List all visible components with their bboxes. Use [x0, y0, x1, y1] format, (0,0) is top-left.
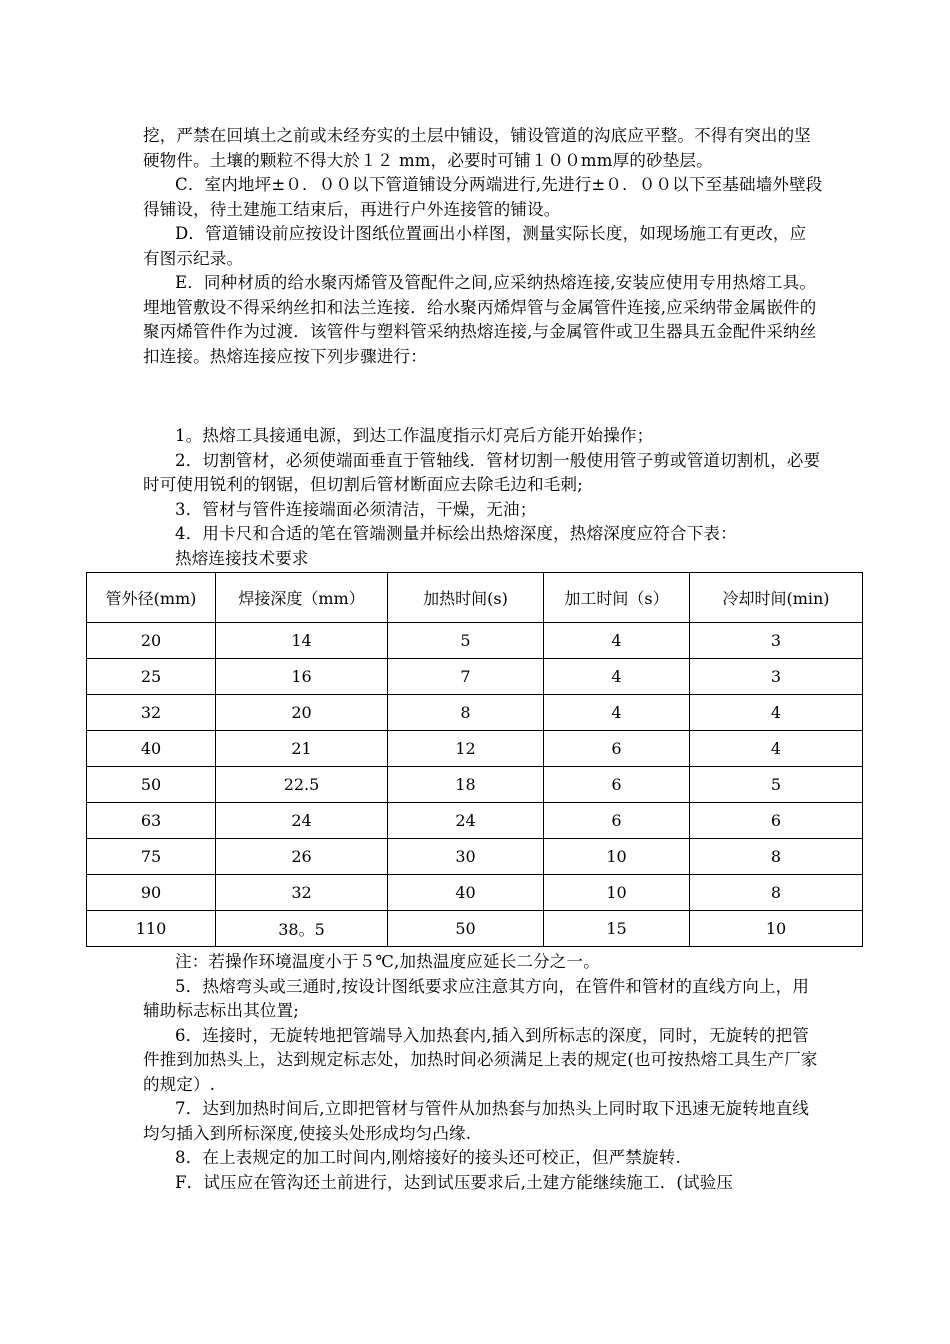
- cell-weld-depth: 14: [216, 623, 388, 659]
- cell-weld-depth: 16: [216, 659, 388, 695]
- cell-heating-time: 7: [388, 659, 544, 695]
- note-paragraph: 注：若操作环境温度小于５℃,加热温度应延长二分之一。: [175, 952, 600, 971]
- step-3: 3．管材与管件连接端面必须清洁，干燥，无油；: [175, 499, 537, 519]
- cell-cooling-time: 4: [690, 695, 863, 731]
- paragraph-continuation: 挖，严禁在回填土之前或未经夯实的土层中铺设，铺设管道的沟底应平整。不得有突出的坚硬物件。土壤的颗粒不得大於１２ mm，必要时可铺１００mm厚的砂垫层。: [143, 126, 811, 170]
- after-text-section: [143, 950, 823, 1195]
- cell-heating-time: 18: [388, 767, 544, 803]
- cell-processing-time: 6: [544, 767, 690, 803]
- cell-weld-depth: 24: [216, 803, 388, 839]
- header-outer-diameter: 管外径(mm): [87, 573, 216, 623]
- cell-cooling-time: 6: [690, 803, 863, 839]
- paragraph-e: E．同种材质的给水聚丙烯管及管配件之间,应采纳热熔连接,安装应使用专用热熔工具。埋地管敷设不得采纳丝扣和法兰连接．给水聚丙烯焊管与金属管件连接,应采纳带金属嵌件的聚丙烯管件作为过渡．该管件与塑料管采纳热熔连接,与金属管件或卫生器具五金配件采纳丝扣连接。热熔连接应按下列步骤进行：: [143, 273, 817, 366]
- step-7: 7．达到加热时间后,立即把管材与管件从加热套与加热头上同时取下迅速无旋转地直线均匀插入到所标深度,使接头处形成均匀凸缘.: [143, 1099, 810, 1143]
- cell-weld-depth: 21: [216, 731, 388, 767]
- cell-heating-time: 12: [388, 731, 544, 767]
- cell-outer-diameter: 40: [87, 731, 216, 767]
- paragraph-d: D．管道铺设前应按设计图纸位置画出小样图，测量实际长度，如现场施工有更改，应有图示纪录。: [143, 224, 807, 268]
- paragraph-f: F．试压应在管沟还土前进行，达到试压要求后,土建方能继续施工．(试验压: [175, 1172, 734, 1192]
- table-caption: 热熔连接技术要求: [175, 548, 309, 568]
- paragraph-c: C．室内地坪±０．００以下管道铺设分两端进行,先进行±０．００以下至基础墙外壁段得铺设，待土建施工结束后，再进行户外连接管的铺设。: [143, 175, 823, 219]
- table-row: [87, 731, 863, 767]
- table-header-row: [87, 573, 863, 623]
- step-8: 8．在上表规定的加工时间内,刚熔接好的接头还可校正，但严禁旋转.: [175, 1148, 681, 1167]
- table-row: [87, 659, 863, 695]
- cell-heating-time: 50: [388, 911, 544, 947]
- cell-processing-time: 15: [544, 911, 690, 947]
- cell-weld-depth: 26: [216, 839, 388, 875]
- step-2: 2．切割管材，必须使端面垂直于管轴线．管材切割一般使用管子剪或管道切割机，必要时可使用锐利的钢锯，但切割后管材断面应去除毛边和毛刺;: [143, 450, 821, 494]
- cell-outer-diameter: 25: [87, 659, 216, 695]
- step-6: 6．连接时，无旋转地把管端导入加热套内,插入到所标志的深度，同时，无旋转的把管件推到加热头上，达到规定标志处，加热时间必须满足上表的规定(也可按热熔工具生产厂家的规定）.: [143, 1025, 818, 1094]
- cell-outer-diameter: 90: [87, 875, 216, 911]
- cell-processing-time: 4: [544, 659, 690, 695]
- cell-processing-time: 4: [544, 695, 690, 731]
- step-1: 1。热熔工具接通电源，到达工作温度指示灯亮后方能开始操作；: [175, 426, 654, 445]
- step-5: 5．热熔弯头或三通时,按设计图纸要求应注意其方向，在管件和管材的直线方向上，用辅助标志标出其位置;: [143, 976, 810, 1020]
- cell-processing-time: 4: [544, 623, 690, 659]
- cell-weld-depth: 38。5: [216, 911, 388, 947]
- cell-processing-time: 6: [544, 803, 690, 839]
- cell-outer-diameter: 50: [87, 767, 216, 803]
- table-row: [87, 875, 863, 911]
- cell-heating-time: 40: [388, 875, 544, 911]
- cell-cooling-time: 5: [690, 767, 863, 803]
- cell-outer-diameter: 32: [87, 695, 216, 731]
- hot-melt-spec-table: [86, 572, 863, 947]
- cell-heating-time: 5: [388, 623, 544, 659]
- cell-outer-diameter: 110: [87, 911, 216, 947]
- top-text-section: [143, 124, 823, 369]
- table-row: [87, 695, 863, 731]
- cell-outer-diameter: 63: [87, 803, 216, 839]
- cell-cooling-time: 3: [690, 659, 863, 695]
- cell-cooling-time: 8: [690, 839, 863, 875]
- cell-weld-depth: 32: [216, 875, 388, 911]
- header-processing-time: 加工时间（s）: [544, 573, 690, 623]
- cell-processing-time: 6: [544, 731, 690, 767]
- cell-outer-diameter: 20: [87, 623, 216, 659]
- cell-heating-time: 24: [388, 803, 544, 839]
- header-weld-depth: 焊接深度（mm）: [216, 573, 388, 623]
- cell-weld-depth: 22.5: [216, 767, 388, 803]
- spec-table-container: [86, 572, 862, 947]
- table-row: [87, 803, 863, 839]
- cell-cooling-time: 3: [690, 623, 863, 659]
- cell-outer-diameter: 75: [87, 839, 216, 875]
- cell-processing-time: 10: [544, 839, 690, 875]
- steps-section: [143, 424, 823, 571]
- cell-cooling-time: 8: [690, 875, 863, 911]
- cell-heating-time: 30: [388, 839, 544, 875]
- cell-cooling-time: 4: [690, 731, 863, 767]
- cell-weld-depth: 20: [216, 695, 388, 731]
- header-cooling-time: 冷却时间(min): [690, 573, 863, 623]
- cell-heating-time: 8: [388, 695, 544, 731]
- table-body: [87, 623, 863, 947]
- table-row: [87, 911, 863, 947]
- table-row: [87, 767, 863, 803]
- cell-cooling-time: 10: [690, 911, 863, 947]
- cell-processing-time: 10: [544, 875, 690, 911]
- step-4: 4．用卡尺和合适的笔在管端测量并标绘出热熔深度，热熔深度应符合下表：: [175, 524, 737, 543]
- table-row: [87, 623, 863, 659]
- header-heating-time: 加热时间(s): [388, 573, 544, 623]
- table-row: [87, 839, 863, 875]
